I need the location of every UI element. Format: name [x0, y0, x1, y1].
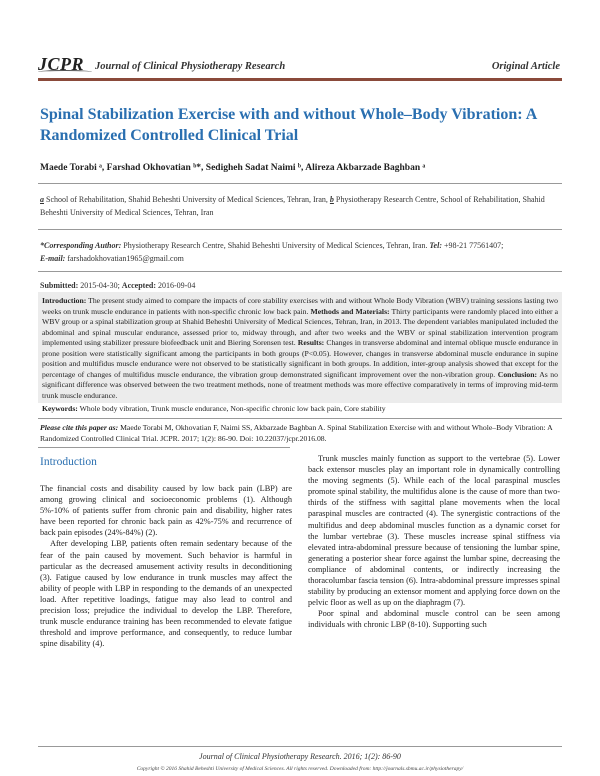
article-type: Original Article	[491, 61, 560, 72]
abstract-results: Changes in transverse abdominal and internal oblique muscle endurance in prone position were statistically significant among the participants in both groups (P<0.05). However, changes in transverse abdominal muscle endurance in supine position and multifidus muscle endurance were not observed to be statistically significant in both groups. In addition, inter-group analysis showed that except for the percentage of changes of multifidus muscle endurance, the vibration group demonstrated significant improvement over the non-vibration group.	[42, 338, 559, 379]
header-rule	[38, 78, 562, 81]
paragraph: The financial costs and disability caused by low back pain (LBP) are among growing clinical and socioeconomic problems (1). Although 5%-10% of patients suffer from chronic pain and disability, higher rates have been reported for chronic back pain as 42%-75% and recurrence of back pain episodes (24%-84%) (2).	[40, 484, 292, 538]
abstract-results-label: Results:	[297, 338, 325, 347]
divider	[38, 229, 562, 230]
citation-text: Maede Torabi M, Okhovatian F, Naimi SS, Akbarzade Baghban A. Spinal Stabilization Exercise with and without Whole–Body Vibration: A Randomized Controlled Clinical Trial. JCPR. 2017; 1(2): 86-90. Doi: 10.22037/jcpr.2016.08.	[40, 423, 553, 443]
body-right-column	[308, 453, 560, 631]
footer-rule	[38, 746, 562, 747]
divider	[38, 447, 290, 448]
submitted-date: 2015-04-30;	[78, 281, 122, 290]
section-heading: Introduction	[40, 456, 97, 468]
logo-swash	[38, 70, 92, 74]
paragraph: After developing LBP, patients often remain sedentary because of the fear of the pain caused by movement. Such behavior is harmful in particular as the decreased amusement activity results in deconditioning (3). Fatigue caused by low endurance in trunk muscles may affect the ability of people with LBP in responding to the demands of an unexpected load. After repetitive loadings, fatigue may also lead to control and precision loss; prejudice the individual to develop the LBP. Therefore, trunk muscle endurance training has been recommended to elevate fatigue threshold and improve performance, and consequently, to reduce lumbar spine disability (4).	[40, 539, 292, 649]
footer-copyright: Copyright © 2016 Shahid Beheshti University of Medical Sciences. All rights reserved. Downloaded from: http://journals.sbmu.ac.ir/physiotherapy/	[136, 766, 464, 772]
divider	[38, 183, 562, 184]
divider	[38, 271, 562, 272]
affil-a-text: School of Rehabilitation, Shahid Beheshti University of Medical Sciences, Tehran, Iran,	[44, 195, 330, 204]
divider	[38, 418, 562, 419]
abstract-conclusion-label: Conclusion:	[497, 369, 538, 379]
abstract-intro: The present study aimed to compare the impacts of core stability exercises with and without Whole Body Vibration (WBV) training sessions lasting two weeks on trunk muscle endurance in patients with non-specific chronic low back pain.	[42, 296, 558, 316]
email-link[interactable]: farshadokhovatian1965@gmail.com	[65, 253, 184, 263]
abstract-intro-label: Introduction:	[42, 296, 87, 305]
keywords-label: Keywords:	[42, 404, 78, 413]
author-list: Maede Torabi ᵃ, Farshad Okhovatian ᵇ*, Sedigheh Sadat Naimi ᵇ, Alireza Akbarzade Baghban ᵃ	[40, 163, 426, 173]
keywords	[42, 404, 558, 413]
corr-label: *Corresponding Author:	[40, 241, 122, 250]
affil-a-mark: a	[40, 195, 44, 204]
paragraph: Poor spinal and abdominal muscle control can be seen among individuals with chronic LBP (8-10). Supporting such	[308, 609, 560, 630]
submitted-label: Submitted:	[40, 281, 79, 290]
submission-dates	[40, 281, 560, 290]
keywords-text: Whole body vibration, Trunk muscle endurance, Non-specific chronic low back pain, Core stability	[77, 404, 386, 413]
abstract-methods: Thirty participants were randomly placed into either a WBV group or a spinal stabilization group at Shahid Beheshti University of Medical Sciences, Tehran, Iran, in 2013. The dependent variables manipulated included the abdominal and spinal muscular endurance, assessed prior to, midway through, and after two weeks and the WBV or spinal stabilization intervention program implemented using stabilizer pressure biofeedback unit and Biering Sorensen test.	[42, 306, 558, 347]
affil-b-text: Physiotherapy Research Centre, School of Rehabilitation, Shahid Beheshti University of Medical Sciences, Tehran, Iran	[40, 195, 545, 217]
corresponding-author	[40, 240, 560, 265]
citation	[40, 423, 560, 444]
abstract-methods-label: Methods and Materials:	[310, 306, 390, 316]
abstract-conclusion: As no significant difference was observed between the two treatment methods, none of treatment methods was more effective comparatively in terms of improving mid-term trunk muscle endurance.	[42, 369, 558, 400]
citation-label: Please cite this paper as:	[40, 423, 119, 432]
paragraph: Trunk muscles mainly function as support to the vertebrae (5). Lower back extensor muscles play an important role in dynamically controlling the moving segments (5). While each of the local paraspinal muscles promote spinal stability, the multifidus alone is the cause of more than two-thirds of the stiffness with sagittal plane movements when the local paraspinal muscles are contracted (4). The synergistic contractions of the multifidus and deep abdominal muscles function as a dynamic corset for the lumbar vertebrae (3). These muscles increase spinal stiffness via elevated intra-abdominal pressure because of tensioning the lumbar spine, generating a posterior shear force against the lumbar spine, decreasing the compliance of abdominal contents, or indirectly increasing the thoracolumbar fascia tension (6). Intra-abdominal pressure impresses spinal stability by producing an extensor moment and applying force down on the pelvic floor as well as up on the diaphragm (7).	[308, 454, 560, 608]
affil-b-mark: b	[329, 195, 334, 204]
tel-label: Tel:	[429, 241, 442, 250]
paper-title: Spinal Stabilization Exercise with and without Whole–Body Vibration: A Randomized Controlled Clinical Trial	[40, 106, 537, 144]
corr-text: Physiotherapy Research Centre, Shahid Beheshti University of Medical Sciences, Tehran, Iran.	[121, 241, 430, 250]
journal-logo: JCPR	[38, 54, 85, 74]
affiliations	[40, 194, 560, 219]
tel-value: +98-21 77561407;	[442, 241, 504, 250]
accepted-date: 2016-09-04	[156, 281, 196, 290]
abstract	[42, 296, 558, 401]
body-left-column	[40, 483, 292, 649]
journal-name: Journal of Clinical Physiotherapy Research	[95, 61, 286, 72]
accepted-label: Accepted:	[121, 281, 157, 290]
footer-journal: Journal of Clinical Physiotherapy Research. 2016; 1(2): 86-90	[199, 752, 401, 761]
email-label: E-mail:	[40, 253, 66, 263]
